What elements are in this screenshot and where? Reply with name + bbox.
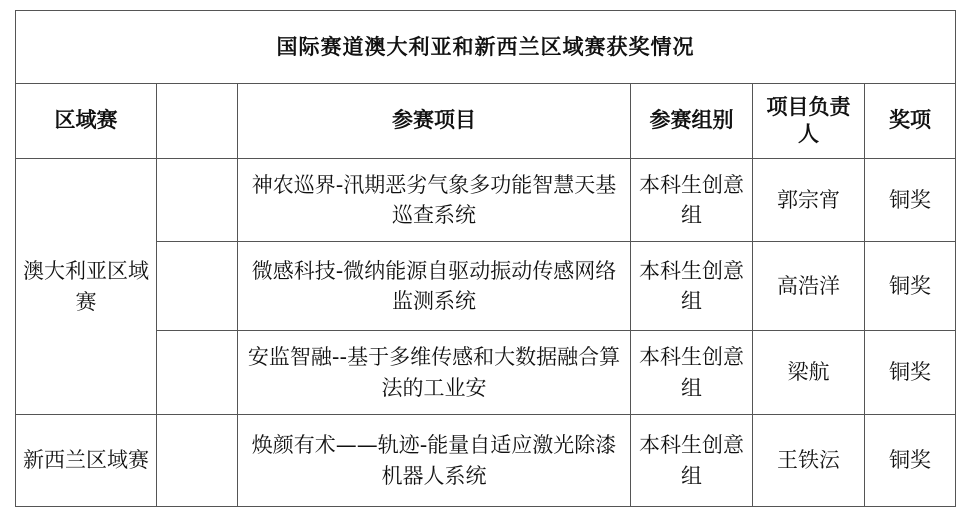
title-row — [16, 11, 956, 84]
region-new-zealand: 新西兰区域赛 — [16, 415, 157, 507]
leader-cell: 梁航 — [753, 331, 865, 415]
project-cell: 焕颜有术——轨迹-能量自适应激光除漆机器人系统 — [238, 415, 631, 507]
region-australia: 澳大利亚区域赛 — [16, 159, 157, 415]
header-group: 参赛组别 — [631, 84, 753, 159]
blank-cell — [157, 242, 238, 331]
project-cell: 安监智融--基于多维传感和大数据融合算法的工业安 — [238, 331, 631, 415]
header-award: 奖项 — [865, 84, 956, 159]
blank-cell — [157, 415, 238, 507]
award-table — [15, 10, 956, 507]
project-cell: 神农巡界-汛期恶劣气象多功能智慧天基巡查系统 — [238, 159, 631, 242]
leader-cell: 郭宗宵 — [753, 159, 865, 242]
leader-cell: 高浩洋 — [753, 242, 865, 331]
group-cell: 本科生创意组 — [631, 242, 753, 331]
leader-cell: 王铁沄 — [753, 415, 865, 507]
blank-cell — [157, 159, 238, 242]
table-title: 国际赛道澳大利亚和新西兰区域赛获奖情况 — [16, 11, 956, 84]
project-cell: 微感科技-微纳能源自驱动振动传感网络监测系统 — [238, 242, 631, 331]
header-region: 区域赛 — [16, 84, 157, 159]
table-row — [16, 415, 956, 507]
header-row — [16, 84, 956, 159]
blank-cell — [157, 331, 238, 415]
table-row — [16, 242, 956, 331]
header-blank — [157, 84, 238, 159]
group-cell: 本科生创意组 — [631, 415, 753, 507]
group-cell: 本科生创意组 — [631, 331, 753, 415]
table-row — [16, 331, 956, 415]
table-row — [16, 159, 956, 242]
award-cell: 铜奖 — [865, 242, 956, 331]
award-cell: 铜奖 — [865, 415, 956, 507]
group-cell: 本科生创意组 — [631, 159, 753, 242]
award-cell: 铜奖 — [865, 331, 956, 415]
header-project: 参赛项目 — [238, 84, 631, 159]
award-cell: 铜奖 — [865, 159, 956, 242]
header-leader: 项目负责人 — [753, 84, 865, 159]
